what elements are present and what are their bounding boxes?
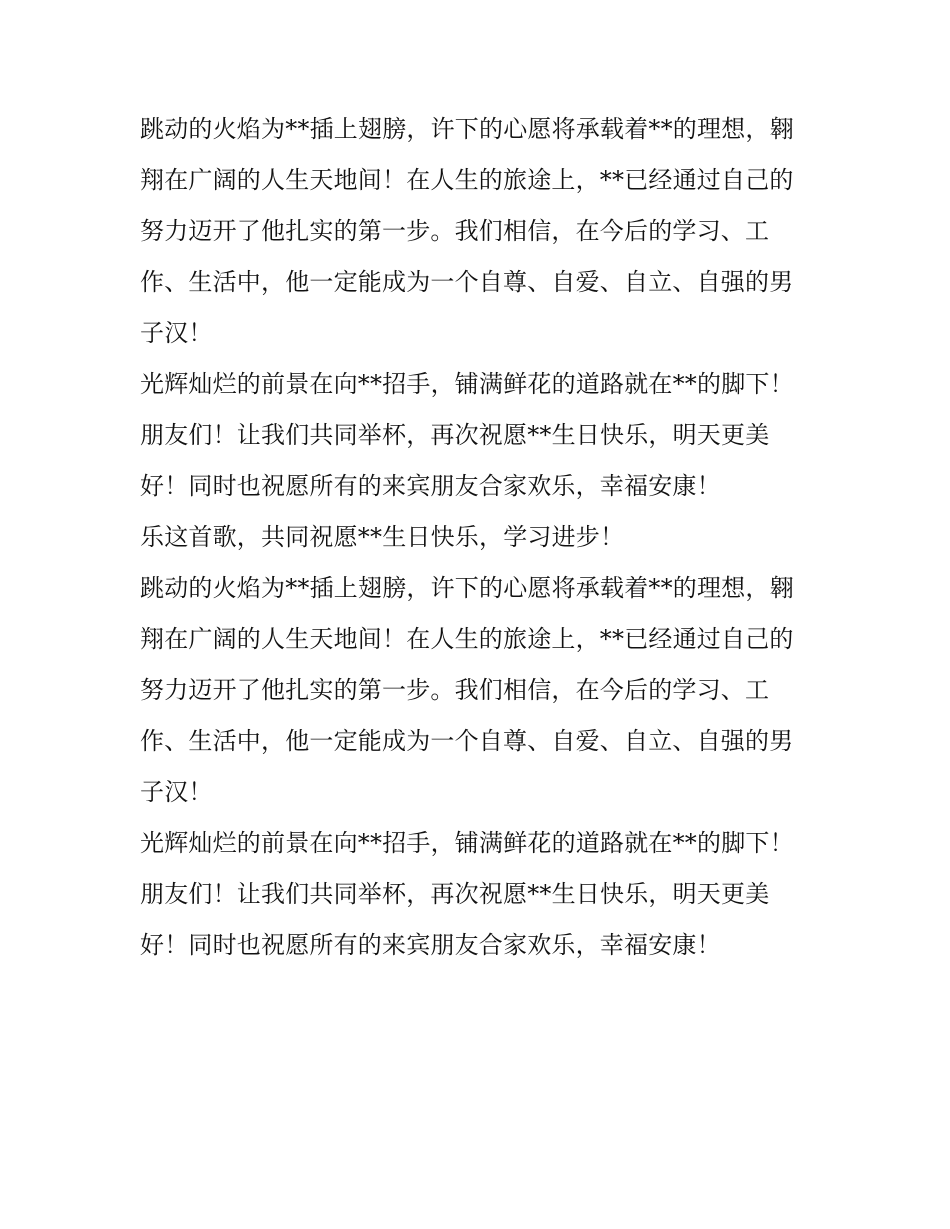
text-line: 翔在广阔的人生天地间！在人生的旅途上，**已经通过自己的 bbox=[140, 625, 794, 653]
text-line: 光辉灿烂的前景在向**招手，铺满鲜花的道路就在**的脚下！ bbox=[140, 370, 794, 398]
body-text bbox=[140, 104, 830, 971]
text-line: 努力迈开了他扎实的第一步。我们相信，在今后的学习、工 bbox=[140, 676, 770, 704]
text-line: 乐这首歌，共同祝愿**生日快乐，学习进步！ bbox=[140, 523, 625, 551]
text-line: 朋友们！让我们共同举杯，再次祝愿**生日快乐，明天更美 bbox=[140, 880, 770, 908]
text-line: 跳动的火焰为**插上翅膀，许下的心愿将承载着**的理想，翱 bbox=[140, 574, 794, 602]
text-line: 作、生活中，他一定能成为一个自尊、自爱、自立、自强的男 bbox=[140, 727, 794, 755]
text-line: 翔在广阔的人生天地间！在人生的旅途上，**已经通过自己的 bbox=[140, 166, 794, 194]
text-line: 好！同时也祝愿所有的来宾朋友合家欢乐，幸福安康！ bbox=[140, 472, 721, 500]
text-line: 光辉灿烂的前景在向**招手，铺满鲜花的道路就在**的脚下！ bbox=[140, 829, 794, 857]
text-line: 子汉！ bbox=[140, 319, 213, 347]
text-line: 跳动的火焰为**插上翅膀，许下的心愿将承载着**的理想，翱 bbox=[140, 115, 794, 143]
text-line: 朋友们！让我们共同举杯，再次祝愿**生日快乐，明天更美 bbox=[140, 421, 770, 449]
text-line: 作、生活中，他一定能成为一个自尊、自爱、自立、自强的男 bbox=[140, 268, 794, 296]
text-line: 子汉！ bbox=[140, 778, 213, 806]
text-line: 努力迈开了他扎实的第一步。我们相信，在今后的学习、工 bbox=[140, 217, 770, 245]
text-line: 好！同时也祝愿所有的来宾朋友合家欢乐，幸福安康！ bbox=[140, 931, 721, 959]
